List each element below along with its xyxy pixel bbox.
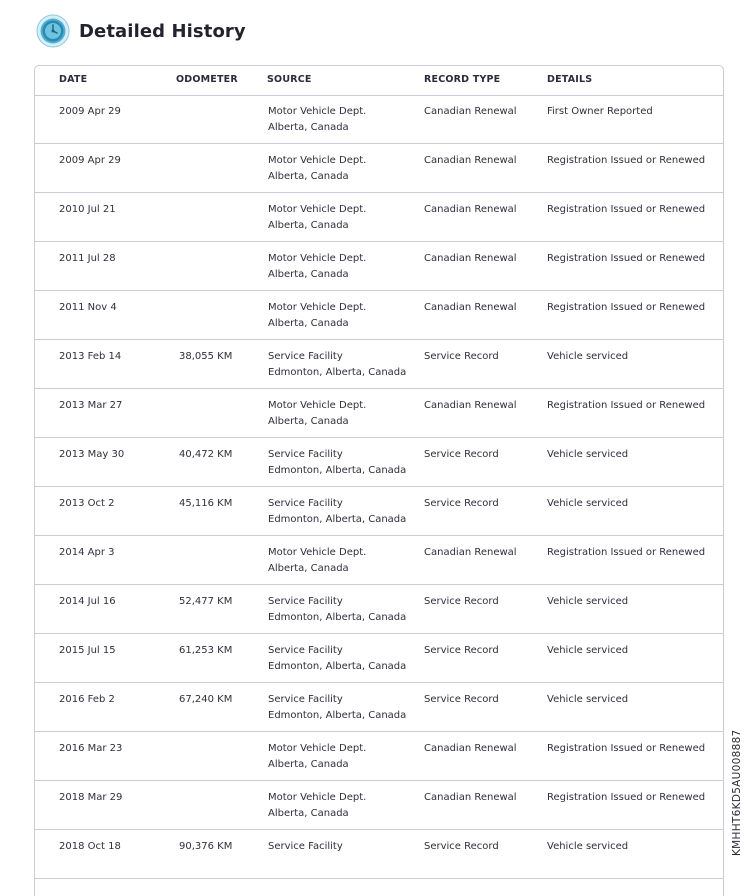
cell-odometer: 45,116 KM [179, 498, 233, 509]
source-line-2: Alberta, Canada [268, 122, 349, 133]
source-line-2: Alberta, Canada [268, 269, 349, 280]
cell-record-type: Canadian Renewal [424, 743, 517, 754]
cell-odometer: 38,055 KM [179, 351, 233, 362]
source-line-1: Service Facility [268, 351, 343, 362]
column-header-date: DATE [59, 74, 88, 85]
source-line-2: Edmonton, Alberta, Canada [268, 710, 407, 721]
source-line-2: Edmonton, Alberta, Canada [268, 465, 407, 476]
cell-details: Vehicle serviced [547, 694, 629, 705]
cell-details: Vehicle serviced [547, 596, 629, 607]
cell-record-type: Service Record [424, 645, 499, 656]
source-line-2: Edmonton, Alberta, Canada [268, 367, 407, 378]
table-row [35, 634, 723, 683]
cell-record-type: Service Record [424, 449, 499, 460]
cell-odometer: 52,477 KM [179, 596, 233, 607]
table-row [35, 291, 723, 340]
cell-source [268, 153, 366, 185]
cell-details: Registration Issued or Renewed [547, 253, 706, 264]
cell-source [268, 496, 406, 528]
cell-date: 2010 Jul 21 [59, 204, 116, 215]
source-line-1: Service Facility [268, 645, 343, 656]
table-row [35, 487, 723, 536]
cell-date: 2014 Jul 16 [59, 596, 116, 607]
cell-record-type: Service Record [424, 351, 499, 362]
source-line-2: Edmonton, Alberta, Canada [268, 514, 407, 525]
table-row [35, 144, 723, 193]
cell-source [268, 398, 366, 430]
source-line-2: Alberta, Canada [268, 416, 349, 427]
source-line-1: Motor Vehicle Dept. [268, 302, 367, 313]
cell-odometer: 90,376 KM [179, 841, 233, 852]
cell-details: Registration Issued or Renewed [547, 400, 706, 411]
source-line-2: Alberta, Canada [268, 808, 349, 819]
source-line-2: Alberta, Canada [268, 220, 349, 231]
table-row [35, 95, 723, 144]
cell-source [268, 251, 366, 283]
cell-date: 2015 Jul 15 [59, 645, 116, 656]
table-row [35, 389, 723, 438]
cell-details: Vehicle serviced [547, 645, 629, 656]
source-line-1: Service Facility [268, 694, 343, 705]
cell-source [268, 202, 366, 234]
cell-record-type: Canadian Renewal [424, 155, 517, 166]
table-row [35, 193, 723, 242]
cell-record-type: Service Record [424, 596, 499, 607]
column-header-odometer: ODOMETER [176, 74, 238, 85]
source-line-1: Motor Vehicle Dept. [268, 547, 367, 558]
cell-record-type: Canadian Renewal [424, 792, 517, 803]
column-header-source: SOURCE [267, 74, 312, 85]
column-header-record-type: RECORD TYPE [424, 74, 501, 85]
cell-date: 2013 May 30 [59, 449, 125, 460]
cell-date: 2011 Nov 4 [59, 302, 117, 313]
cell-source [268, 741, 366, 773]
table-row [35, 242, 723, 291]
source-line-1: Service Facility [268, 596, 343, 607]
cell-details: Vehicle serviced [547, 351, 629, 362]
table-row [35, 340, 723, 389]
cell-date: 2009 Apr 29 [59, 155, 121, 166]
cell-date: 2009 Apr 29 [59, 106, 121, 117]
cell-record-type: Canadian Renewal [424, 106, 517, 117]
cell-details: Registration Issued or Renewed [547, 547, 706, 558]
cell-record-type: Canadian Renewal [424, 302, 517, 313]
cell-source [268, 839, 343, 855]
cell-source [268, 545, 366, 577]
cell-record-type: Canadian Renewal [424, 400, 517, 411]
cell-source [268, 349, 406, 381]
source-line-2: Alberta, Canada [268, 171, 349, 182]
vin-label: KMHHT6KD5AU008887 [731, 729, 743, 856]
cell-details: First Owner Reported [547, 106, 653, 117]
table-row [35, 781, 723, 830]
source-line-1: Motor Vehicle Dept. [268, 743, 367, 754]
cell-date: 2013 Oct 2 [59, 498, 115, 509]
cell-details: Vehicle serviced [547, 498, 629, 509]
cell-details: Vehicle serviced [547, 841, 629, 852]
cell-source [268, 643, 406, 675]
cell-record-type: Service Record [424, 841, 499, 852]
source-line-1: Service Facility [268, 449, 343, 460]
cell-odometer: 40,472 KM [179, 449, 233, 460]
cell-source [268, 300, 366, 332]
source-line-1: Motor Vehicle Dept. [268, 400, 367, 411]
cell-date: 2016 Feb 2 [59, 694, 115, 705]
cell-date: 2013 Feb 14 [59, 351, 122, 362]
source-line-1: Service Facility [268, 498, 343, 509]
cell-details: Registration Issued or Renewed [547, 302, 706, 313]
source-line-1: Motor Vehicle Dept. [268, 792, 367, 803]
source-line-1: Motor Vehicle Dept. [268, 155, 367, 166]
source-line-2: Edmonton, Alberta, Canada [268, 661, 407, 672]
cell-source [268, 104, 366, 136]
table-header [35, 66, 723, 96]
cell-details: Registration Issued or Renewed [547, 792, 706, 803]
cell-date: 2016 Mar 23 [59, 743, 123, 754]
cell-date: 2011 Jul 28 [59, 253, 116, 264]
table-row [35, 683, 723, 732]
cell-details: Registration Issued or Renewed [547, 204, 706, 215]
cell-record-type: Canadian Renewal [424, 204, 517, 215]
cell-date: 2013 Mar 27 [59, 400, 123, 411]
cell-record-type: Canadian Renewal [424, 253, 517, 264]
cell-date: 2018 Mar 29 [59, 792, 123, 803]
source-line-1: Motor Vehicle Dept. [268, 204, 367, 215]
cell-record-type: Canadian Renewal [424, 547, 517, 558]
page-title: Detailed History [79, 20, 246, 42]
cell-record-type: Service Record [424, 498, 499, 509]
history-dial-icon [36, 14, 70, 48]
table-row [35, 585, 723, 634]
source-line-2: Alberta, Canada [268, 563, 349, 574]
cell-date: 2018 Oct 18 [59, 841, 121, 852]
cell-date: 2014 Apr 3 [59, 547, 115, 558]
section-header [36, 12, 246, 50]
source-line-2: Alberta, Canada [268, 318, 349, 329]
history-table [34, 65, 724, 896]
source-line-1: Motor Vehicle Dept. [268, 106, 367, 117]
cell-source [268, 594, 406, 626]
source-line-1: Service Facility [268, 841, 343, 852]
table-row [35, 830, 723, 879]
source-line-2: Edmonton, Alberta, Canada [268, 612, 407, 623]
column-header-details: DETAILS [547, 74, 593, 85]
cell-source [268, 692, 406, 724]
source-line-1: Motor Vehicle Dept. [268, 253, 367, 264]
cell-details: Registration Issued or Renewed [547, 155, 706, 166]
cell-odometer: 67,240 KM [179, 694, 233, 705]
cell-source [268, 790, 366, 822]
source-line-2: Alberta, Canada [268, 759, 349, 770]
table-row [35, 536, 723, 585]
cell-odometer: 61,253 KM [179, 645, 233, 656]
cell-details: Vehicle serviced [547, 449, 629, 460]
table-row [35, 438, 723, 487]
cell-details: Registration Issued or Renewed [547, 743, 706, 754]
cell-source [268, 447, 406, 479]
table-row [35, 732, 723, 781]
cell-record-type: Service Record [424, 694, 499, 705]
